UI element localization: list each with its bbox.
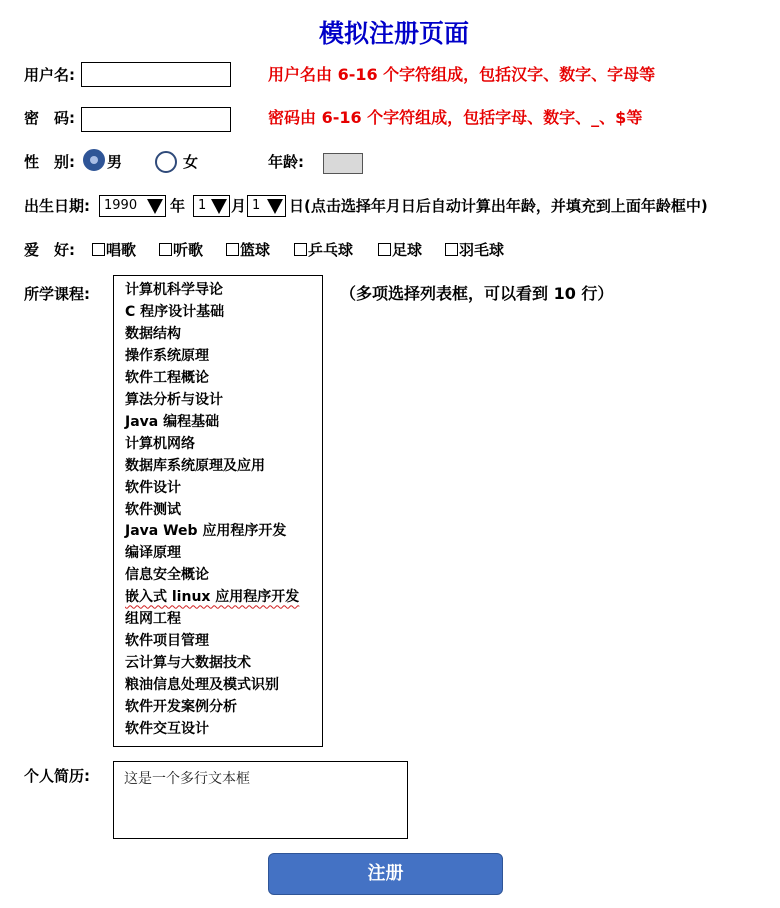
chevron-down-icon	[147, 199, 163, 214]
birth-day-select[interactable]	[247, 195, 286, 217]
birth-year-value: 1990	[104, 198, 138, 213]
username-label: 用户名:	[24, 66, 75, 84]
courses-note: （多项选择列表框，可以看到 10 行）	[340, 284, 614, 303]
gender-male-label: 男	[107, 153, 123, 171]
birth-year-select[interactable]	[99, 195, 166, 217]
courses-listbox[interactable]	[113, 275, 323, 747]
password-hint: 密码由 6-16 个字符组成，包括字母、数字、_、$等	[268, 108, 643, 127]
username-input[interactable]	[81, 62, 231, 87]
birth-day-unit: 日	[289, 197, 305, 215]
hobby-basketball[interactable]: 篮球	[226, 240, 270, 260]
birth-note: (点击选择年月日后自动计算出年龄，并填充到上面年龄框中)	[304, 197, 708, 215]
page-title: 模拟注册页面	[318, 19, 469, 48]
checkbox-icon	[226, 243, 239, 256]
hobby-badminton[interactable]: 羽毛球	[445, 240, 504, 260]
list-item[interactable]: 数据库系统原理及应用	[125, 457, 265, 474]
checkbox-icon	[378, 243, 391, 256]
list-item[interactable]: 计算机网络	[125, 435, 195, 452]
list-item[interactable]: 计算机科学导论	[125, 282, 223, 298]
list-item[interactable]: Java Web 应用程序开发	[125, 523, 287, 540]
list-item[interactable]: 粮油信息处理及模式识别	[125, 677, 279, 694]
birth-month-select[interactable]	[193, 195, 230, 217]
register-button[interactable]: 注册	[268, 853, 503, 895]
list-item[interactable]: 软件设计	[125, 479, 181, 496]
chevron-down-icon	[211, 199, 227, 214]
hobby-football[interactable]: 足球	[378, 240, 422, 260]
password-input[interactable]	[81, 107, 231, 132]
checkbox-icon	[159, 243, 172, 256]
birth-year-unit: 年	[170, 197, 186, 215]
resume-label: 个人简历:	[24, 767, 90, 785]
checkbox-icon	[92, 243, 105, 256]
username-hint: 用户名由 6-16 个字符组成，包括汉字、数字、字母等	[268, 65, 656, 84]
checkbox-icon	[294, 243, 307, 256]
birth-month-unit: 月	[231, 197, 247, 215]
list-item[interactable]: C 程序设计基础	[125, 303, 225, 320]
gender-female-radio[interactable]	[155, 151, 177, 173]
age-label: 年龄:	[268, 153, 304, 171]
list-item[interactable]: 嵌入式 linux 应用程序开发	[125, 589, 300, 606]
birth-month-value: 1	[198, 198, 207, 213]
gender-female-label: 女	[183, 153, 199, 171]
courses-label: 所学课程:	[24, 285, 90, 303]
list-item[interactable]: Java 编程基础	[125, 413, 220, 430]
password-label: 密 码:	[24, 109, 75, 127]
list-item[interactable]: 软件测试	[125, 501, 181, 518]
list-item[interactable]: 软件开发案例分析	[125, 699, 237, 716]
list-item[interactable]: 操作系统原理	[125, 347, 209, 364]
hobby-listening[interactable]: 听歌	[159, 240, 203, 260]
list-item[interactable]: 算法分析与设计	[125, 391, 223, 408]
list-item[interactable]: 云计算与大数据技术	[125, 655, 251, 672]
age-input[interactable]	[323, 153, 363, 174]
list-item[interactable]: 软件项目管理	[125, 633, 209, 650]
list-item[interactable]: 信息安全概论	[125, 567, 209, 584]
resume-textarea[interactable]: 这是一个多行文本框	[113, 761, 408, 839]
hobby-singing[interactable]: 唱歌	[92, 240, 136, 260]
list-item[interactable]: 软件工程概论	[125, 369, 209, 386]
list-item[interactable]: 数据结构	[125, 325, 181, 342]
chevron-down-icon	[267, 199, 283, 214]
gender-male-radio[interactable]	[83, 149, 105, 171]
hobby-pingpong[interactable]: 乒乓球	[294, 240, 353, 260]
birth-day-value: 1	[252, 198, 261, 213]
list-item[interactable]: 编译原理	[125, 545, 181, 562]
checkbox-icon	[445, 243, 458, 256]
birth-label: 出生日期:	[24, 197, 90, 215]
gender-label: 性 别:	[24, 153, 75, 171]
list-item[interactable]: 软件交互设计	[125, 721, 209, 738]
hobbies-label: 爱 好:	[24, 241, 75, 259]
list-item[interactable]: 组网工程	[125, 611, 181, 628]
